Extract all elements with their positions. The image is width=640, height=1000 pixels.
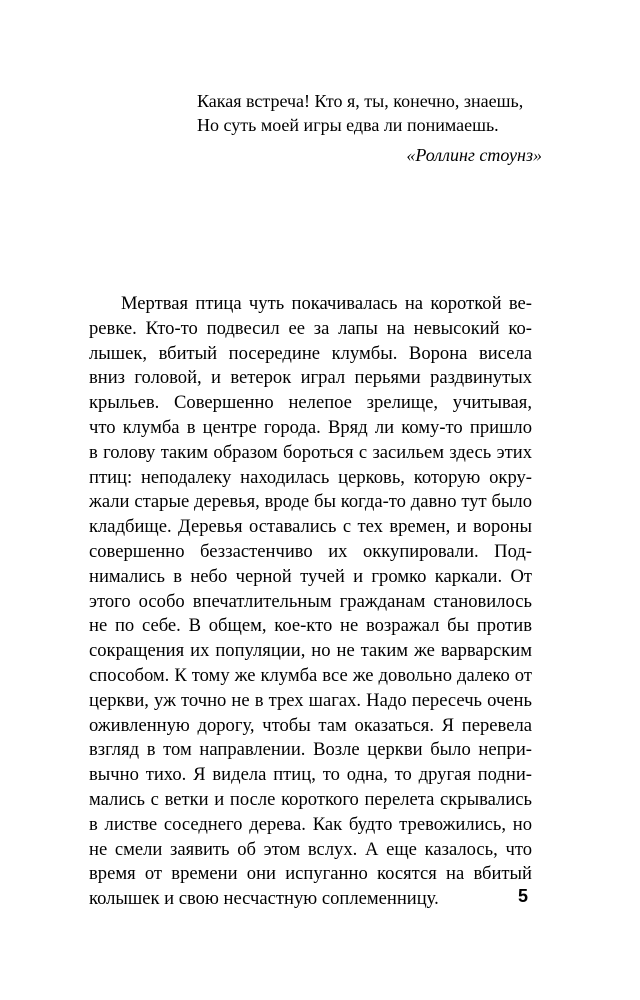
body-line: способом. К тому же клумба все же довольно далеко от xyxy=(89,664,532,686)
body-line: не по себе. В общем, кое-кто не возражал бы против xyxy=(89,615,532,637)
epigraph xyxy=(197,89,542,167)
body-line: ревке. Кто-то подвесил ее за лапы на невысокий ко- xyxy=(89,317,532,339)
body-line: сокращения их популяции, но не таким же варварским xyxy=(89,640,532,662)
body-line: жали старые деревья, вроде бы когда-то давно тут было xyxy=(89,491,532,513)
body-line: нимались в небо черной тучей и громко каркали. От xyxy=(89,565,532,587)
body-line: вниз головой, и ветерок играл перьями раздвинутых xyxy=(89,367,532,389)
body-line: кладбище. Деревья оставались с тех времен, и вороны xyxy=(89,516,532,538)
body-line: мались с ветки и после короткого перелета скрывались xyxy=(89,788,532,810)
body-line: не смели заявить об этом вслух. А еще казалось, что xyxy=(89,838,532,860)
page-number: 5 xyxy=(517,886,528,906)
body-line: время от времени они испуганно косятся на вбитый xyxy=(89,863,532,885)
body-line: птиц: неподалеку находилась церковь, которую окру- xyxy=(89,466,532,488)
body-line: совершенно беззастенчиво их оккупировали. Под- xyxy=(89,540,532,562)
body-line: крыльев. Совершенно нелепое зрелище, учитывая, xyxy=(89,392,532,414)
epigraph-line: Но суть моей игры едва ли понимаешь. xyxy=(197,115,499,135)
body-line: оживленную дорогу, чтобы там оказаться. Я перевела xyxy=(89,714,532,736)
body-line: взгляд в том направлении. Возле церкви было непри- xyxy=(89,739,532,761)
epigraph-attribution: «Роллинг стоунз» xyxy=(406,145,542,165)
body-line: Мертвая птица чуть покачивалась на короткой ве- xyxy=(121,293,532,314)
body-line: вычно тихо. Я видела птиц, то одна, то другая подни- xyxy=(89,764,532,786)
body-line: этого особо впечатлительным гражданам становилось xyxy=(89,590,532,612)
body-line: колышек и свою несчастную соплеменницу. xyxy=(89,888,439,910)
body-line: церкви, уж точно не в трех шагах. Надо пересечь очень xyxy=(89,689,532,711)
body-text xyxy=(89,292,532,912)
body-line: в листве соседнего дерева. Как будто тревожились, но xyxy=(89,813,532,835)
body-line: в голову таким образом бороться с засильем здесь этих xyxy=(89,441,532,463)
body-line: что клумба в центре города. Вряд ли кому-то пришло xyxy=(89,416,532,438)
body-line: лышек, вбитый посередине клумбы. Ворона висела xyxy=(89,342,532,364)
epigraph-line: Какая встреча! Кто я, ты, конечно, знаешь, xyxy=(197,91,524,111)
